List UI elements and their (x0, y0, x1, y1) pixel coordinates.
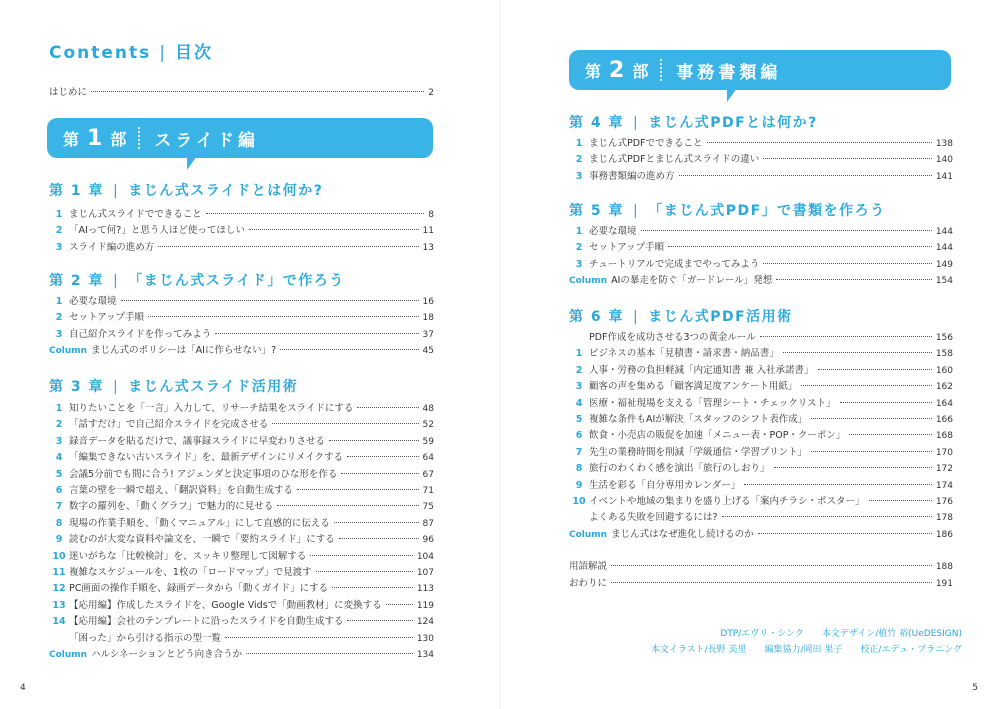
toc-entry-text: 読むのが大変な資料や論文を、一瞬で「要約スライド」にする (69, 534, 335, 546)
toc-entry-number: 7 (55, 501, 63, 513)
toc-entry-number: 13 (52, 599, 66, 611)
toc-entry-number: 1 (575, 138, 583, 149)
toc-entry[interactable] (569, 331, 953, 345)
chapter-title: まじん式スライド活用術 (128, 379, 299, 395)
toc-entry-number: 8 (55, 517, 63, 529)
toc-entry-text: 用語解説 (569, 561, 608, 572)
toc-entry-text: 複雑なスケジュールを、1枚の「ロードマップ」で見渡す (69, 567, 312, 578)
toc-entry-number: 7 (575, 446, 583, 458)
leader-dots (215, 333, 418, 334)
toc-entry-text: 必要な環境 (69, 296, 117, 307)
toc-entry-page: 107 (416, 568, 434, 578)
leader-dots (246, 653, 413, 654)
toc-entry-number: 9 (55, 534, 63, 546)
toc-entry-number: Column (569, 529, 608, 540)
leader-dots (339, 538, 419, 539)
credits-line-1: DTP/エヴリ・シンク 本文デザイン/植竹 裕(UeDESIGN) (720, 629, 962, 639)
leader-dots (763, 158, 932, 159)
leader-dots (280, 349, 418, 350)
leader-dots (225, 637, 413, 638)
toc-entry[interactable] (569, 413, 953, 427)
toc-entry-text: 現場の作業手順を、「動くマニュアル」にして直感的に伝える (69, 517, 330, 529)
toc-entry[interactable] (49, 295, 434, 309)
leader-dots (679, 175, 932, 176)
toc-entry-text: セットアップ手順 (69, 312, 145, 324)
toc-entry-page: 186 (935, 529, 953, 540)
toc-entry[interactable] (49, 550, 434, 564)
toc-entry-page: 71 (422, 486, 434, 496)
leader-dots (774, 467, 932, 468)
toc-entry-number: 2 (55, 312, 63, 324)
toc-entry[interactable] (49, 500, 434, 514)
toc-entry-page: 156 (935, 333, 953, 343)
chapter-bar: | (113, 183, 120, 199)
toc-entry-page: 96 (422, 535, 434, 546)
leader-dots (611, 565, 932, 566)
toc-entry-text: まじん式はなぜ進化し続けるのか (611, 528, 754, 540)
leader-dots (811, 451, 932, 452)
leader-dots (277, 505, 418, 506)
toc-entry-text: スライド編の進め方 (69, 241, 155, 253)
toc-entry[interactable] (49, 566, 434, 580)
toc-entry-text: よくある失敗を回避するには? (589, 512, 718, 524)
toc-entry-text: 迷いがちな「比較検討」を、スッキリ整理して図解する (69, 550, 307, 562)
toc-entry-page: 144 (935, 227, 953, 237)
toc-entry-number: 9 (575, 479, 583, 491)
toc-entry-text: 「編集できない古いスライド」を、最新デザインにリメイクする (69, 452, 343, 464)
leader-dots (386, 604, 413, 605)
toc-entry[interactable] (49, 484, 434, 498)
toc-entry-text: AIの暴走を防ぐ「ガードレール」発想 (611, 275, 773, 287)
leader-dots (310, 555, 412, 556)
toc-entry-text: 生活を彩る「自分専用カレンダー」 (589, 479, 741, 491)
toc-entry-text: 知りたいことを「一言」入力して、リサーチ結果をスライドにする (69, 403, 354, 414)
toc-entry[interactable] (569, 429, 953, 443)
toc-entry-page: 174 (935, 480, 953, 491)
toc-entry-number: 1 (55, 296, 63, 307)
leader-dots (297, 489, 419, 490)
toc-entry-number: 10 (52, 550, 66, 562)
toc-entry-page: 48 (422, 404, 434, 414)
chapter-heading[interactable] (49, 270, 345, 290)
toc-entry-page: 13 (422, 242, 434, 253)
toc-entry-page: 11 (422, 226, 434, 237)
toc-entry-text: ビジネスの基本「見積書・請求書・納品書」 (589, 348, 779, 360)
page-number-right: 5 (972, 683, 978, 693)
leader-dots (818, 369, 932, 370)
leader-dots (763, 263, 931, 264)
toc-entry-page: 104 (416, 551, 434, 562)
chapter-bar: | (633, 203, 640, 219)
chapter-heading[interactable] (569, 200, 886, 220)
toc-entry-text: 医療・福祉現場を支える「管理シート・チェックリスト」 (589, 397, 836, 409)
leader-dots (783, 352, 932, 353)
toc-entry-page: 188 (935, 562, 953, 572)
chapter-bar: | (633, 115, 640, 131)
toc-entry-text: チュートリアルで完成までやってみよう (589, 258, 760, 270)
toc-entry-page: 176 (935, 497, 953, 507)
leader-dots (347, 620, 412, 621)
chapter-bar: | (113, 273, 120, 289)
leader-dots (722, 516, 932, 517)
toc-entry-number: Column (49, 346, 88, 357)
toc-entry[interactable] (569, 462, 953, 476)
leader-dots (801, 385, 931, 386)
toc-entry[interactable] (49, 451, 434, 465)
toc-entry[interactable] (49, 648, 434, 662)
leader-dots (869, 500, 932, 501)
toc-entry-text: PC画面の操作手順を、録画データから「動くガイド」にする (69, 583, 329, 595)
right-page (500, 0, 1000, 709)
part-2-banner (569, 50, 951, 90)
chapter-title: 「まじん式PDF」で書類を作ろう (648, 203, 886, 219)
toc-entry[interactable] (49, 224, 434, 238)
toc-entry-text: 【応用編】会社のテンプレートに沿ったスライドを自動生成する (69, 616, 344, 628)
toc-entry[interactable] (569, 511, 953, 525)
toc-entry[interactable] (569, 495, 953, 509)
toc-entry-text: ハルシネーションとどう向き合うか (91, 649, 243, 660)
toc-entry-text: 必要な環境 (589, 226, 637, 237)
toc-entry[interactable] (569, 258, 953, 272)
toc-entry-page: 134 (416, 650, 434, 660)
chapter-bar: | (633, 309, 640, 325)
leader-dots (347, 456, 419, 457)
toc-entry-page: 154 (935, 276, 953, 287)
part-1-banner (47, 118, 433, 158)
leader-dots (334, 522, 419, 523)
leader-dots (148, 316, 418, 317)
leader-dots (121, 300, 419, 301)
toc-entry-text: 録音データを貼るだけで、議事録スライドに早変わりさせる (69, 435, 326, 447)
toc-entry-number: 6 (55, 485, 63, 496)
leader-dots (249, 229, 419, 230)
toc-entry-number: 3 (575, 258, 583, 270)
toc-entry-page: 75 (422, 502, 434, 513)
toc-title-ja: 目次 (175, 43, 213, 63)
toc-entry-number: 6 (575, 430, 583, 442)
chapter-title: まじん式スライドとは何か? (128, 183, 324, 199)
toc-entry[interactable] (49, 344, 434, 358)
chapter-heading[interactable] (569, 112, 818, 132)
toc-entry-page: 138 (935, 139, 953, 149)
toc-title (49, 38, 213, 63)
toc-entry-page: 162 (935, 382, 953, 393)
toc-entry[interactable] (49, 328, 434, 342)
toc-entry-page: 16 (422, 297, 434, 307)
toc-entry[interactable] (49, 311, 434, 325)
toc-entry-text: 数字の羅列を、「動くグラフ」で魅力的に見せる (69, 501, 274, 513)
toc-entry[interactable] (49, 517, 434, 531)
toc-entry-number: 1 (55, 403, 63, 414)
credits-line-2: 本文イラスト/長野 美里 編集協力/岡田 果子 校正/エデュ・プラニング (650, 645, 962, 655)
toc-entry[interactable] (569, 137, 953, 151)
toc-entry[interactable] (569, 241, 953, 255)
leader-dots (760, 336, 932, 337)
toc-entry-number: 2 (575, 242, 583, 254)
speech-tail (187, 156, 197, 170)
toc-entry[interactable] (49, 435, 434, 449)
toc-entry[interactable] (569, 364, 953, 378)
page-number-left: 4 (20, 683, 26, 693)
part-name: 事務書類編 (676, 62, 782, 83)
toc-entry-text: 自己紹介スライドを作ってみよう (69, 328, 212, 340)
toc-entry-number: 12 (52, 583, 66, 595)
toc-entry-text: 顧客の声を集める「顧客満足度アンケート用紙」 (589, 381, 798, 393)
toc-entry[interactable] (49, 632, 434, 646)
chapter-label: 第 5 章 (569, 203, 624, 219)
toc-entry[interactable] (49, 208, 434, 222)
toc-entry-text: 飲食・小売店の販促を加速「メニュー表・POP・クーポン」 (589, 430, 846, 442)
toc-entry[interactable] (49, 241, 434, 255)
leader-dots (811, 418, 932, 419)
toc-title-en: Contents (49, 43, 152, 63)
toc-entry-page: 172 (935, 464, 953, 475)
leader-dots (641, 230, 932, 231)
part-name: スライド編 (154, 130, 259, 151)
toc-entry-text: まじん式スライドでできること (69, 209, 202, 220)
toc-entry-number: 3 (575, 381, 583, 393)
toc-entry[interactable] (49, 418, 434, 432)
toc-entry-page: 160 (935, 365, 953, 376)
toc-entry-text: 複雑な条件もAIが解決「スタッフのシフト表作成」 (589, 414, 808, 425)
leader-dots (272, 423, 418, 424)
toc-entry[interactable] (569, 225, 953, 239)
toc-entry-page: 113 (416, 584, 434, 595)
toc-entry-number: 1 (55, 209, 63, 220)
toc-entry-text: おわりに (569, 578, 608, 589)
toc-entry-text: 旅行のわくわく感を演出「旅行のしおり」 (589, 463, 770, 475)
leader-dots (91, 91, 424, 92)
toc-entry-text: はじめに (49, 87, 88, 98)
chapter-title: 「まじん式スライド」で作ろう (128, 273, 345, 289)
toc-entry-text: まじん式PDFとまじん式スライドの違い (589, 154, 760, 166)
leader-dots (744, 484, 931, 485)
toc-entry-page: 144 (935, 243, 953, 254)
toc-entry-text: 「AIって何?」と思う人ほど使ってほしい (69, 225, 245, 237)
chapter-label: 第 1 章 (49, 183, 104, 199)
toc-entry-page: 191 (935, 579, 953, 589)
toc-entry[interactable] (569, 347, 953, 361)
toc-entry[interactable] (569, 153, 953, 167)
chapter-label: 第 3 章 (49, 379, 104, 395)
part-divider (660, 59, 662, 81)
toc-entry-number: 1 (575, 348, 583, 360)
toc-entry-page: 170 (935, 447, 953, 458)
toc-entry-page: 164 (935, 398, 953, 409)
toc-entry-text: 会議5分前でも間に合う! アジェンダと決定事項のひな形を作る (69, 468, 338, 480)
toc-entry-page: 124 (416, 617, 434, 628)
toc-entry-number: 3 (55, 241, 63, 253)
toc-entry-text: イベントや地域の集まりを盛り上げる「案内チラシ・ポスター」 (589, 496, 865, 507)
toc-entry-glossary[interactable] (569, 560, 953, 574)
toc-entry-page: 8 (428, 210, 434, 220)
toc-entry-number: 4 (55, 452, 63, 464)
chapter-bar: | (113, 379, 120, 395)
toc-entry-number: 2 (575, 154, 583, 166)
leader-dots (840, 402, 932, 403)
leader-dots (316, 571, 413, 572)
chapter-label: 第 4 章 (569, 115, 624, 131)
toc-entry-text: 言葉の壁を一瞬で超え、「翻訳資料」を自動生成する (69, 485, 293, 496)
leader-dots (849, 434, 931, 435)
chapter-heading[interactable] (49, 376, 298, 396)
toc-entry[interactable] (49, 615, 434, 629)
toc-entry-text: 「話すだけ」で自己紹介スライドを完成させる (69, 419, 269, 431)
toc-entry[interactable] (49, 582, 434, 596)
toc-entry-number: Column (49, 650, 88, 660)
toc-entry-page: 45 (422, 346, 434, 357)
toc-entry-text: 先生の業務時間を削減「学級通信・学習プリント」 (589, 446, 808, 458)
toc-entry-number: 1 (575, 226, 583, 237)
toc-entry-number: Column (569, 276, 608, 287)
toc-entry-page: 119 (416, 600, 434, 611)
toc-entry-number: 10 (572, 496, 586, 507)
toc-entry-number: 2 (55, 419, 63, 431)
toc-entry-text: 【応用編】作成したスライドを、Google Vidsで「動画教材」に変換する (69, 599, 382, 611)
toc-entry-page: 141 (935, 171, 953, 182)
toc-entry-page: 158 (935, 349, 953, 360)
chapter-label: 第 6 章 (569, 309, 624, 325)
speech-tail (727, 88, 737, 102)
toc-entry[interactable] (569, 380, 953, 394)
part-number: 第 1 部 (63, 125, 129, 151)
part-divider (138, 127, 140, 149)
toc-entry-intro[interactable] (49, 86, 434, 100)
toc-entry[interactable] (49, 402, 434, 416)
toc-entry-page: 178 (935, 513, 953, 524)
toc-entry-number: 3 (575, 170, 583, 182)
leader-dots (707, 142, 932, 143)
leader-dots (758, 533, 932, 534)
toc-entry-page: 2 (428, 88, 434, 98)
toc-entry[interactable] (49, 599, 434, 613)
toc-entry-page: 64 (422, 453, 434, 464)
toc-entry-page: 166 (935, 415, 953, 425)
toc-title-separator: | (159, 43, 167, 63)
toc-entry-number: 3 (55, 328, 63, 340)
toc-entry-afterword[interactable] (569, 577, 953, 591)
toc-entry-text: 「困った」から引ける指示の型一覧 (69, 632, 222, 644)
toc-entry-page: 168 (935, 431, 953, 442)
toc-entry-number: 2 (55, 225, 63, 237)
toc-entry[interactable] (569, 479, 953, 493)
toc-entry-page: 37 (422, 329, 434, 340)
toc-entry-text: PDF作成を成功させる3つの黄金ルール (589, 332, 756, 343)
toc-entry-number: 8 (575, 463, 583, 475)
toc-entry-number: 3 (55, 435, 63, 447)
leader-dots (611, 582, 932, 583)
toc-entry-page: 52 (422, 420, 434, 431)
chapter-heading[interactable] (569, 306, 793, 326)
toc-entry-text: 人事・労務の負担軽減「内定通知書 兼 入社承諾書」 (589, 364, 814, 376)
leader-dots (158, 246, 418, 247)
chapter-label: 第 2 章 (49, 273, 104, 289)
leader-dots (776, 279, 932, 280)
toc-entry[interactable] (49, 468, 434, 482)
chapter-title: まじん式PDFとは何か? (648, 115, 818, 131)
toc-entry-text: まじん式PDFでできること (589, 138, 703, 149)
toc-entry-page: 87 (422, 518, 434, 529)
toc-entry-number: 2 (575, 364, 583, 376)
toc-entry-text: まじん式のポリシーは「AIに作らせない」? (91, 345, 277, 357)
toc-entry-page: 18 (422, 313, 434, 324)
leader-dots (668, 246, 932, 247)
toc-entry-number: 11 (52, 567, 66, 578)
chapter-heading[interactable] (49, 180, 323, 200)
toc-entry[interactable] (569, 446, 953, 460)
toc-entry-text: 事務書類編の進め方 (589, 170, 675, 182)
toc-entry-page: 59 (422, 436, 434, 447)
toc-entry-number: 14 (52, 616, 66, 628)
leader-dots (357, 407, 418, 408)
toc-entry-page: 140 (935, 155, 953, 166)
toc-entry-text: セットアップ手順 (589, 242, 665, 254)
toc-entry-page: 130 (416, 633, 434, 644)
leader-dots (341, 473, 418, 474)
toc-entry-number: 5 (55, 468, 63, 480)
chapter-title: まじん式PDF活用術 (648, 309, 793, 325)
toc-entry[interactable] (569, 528, 953, 542)
toc-entry-number: 4 (575, 397, 583, 409)
leader-dots (329, 440, 419, 441)
toc-entry[interactable] (569, 274, 953, 288)
toc-entry-number: 5 (575, 414, 583, 425)
leader-dots (206, 213, 425, 214)
part-number: 第 2 部 (585, 57, 651, 83)
toc-entry[interactable] (569, 397, 953, 411)
toc-entry[interactable] (569, 170, 953, 184)
toc-entry-page: 149 (935, 259, 953, 270)
leader-dots (332, 587, 413, 588)
toc-entry[interactable] (49, 533, 434, 547)
toc-entry-page: 67 (422, 469, 434, 480)
